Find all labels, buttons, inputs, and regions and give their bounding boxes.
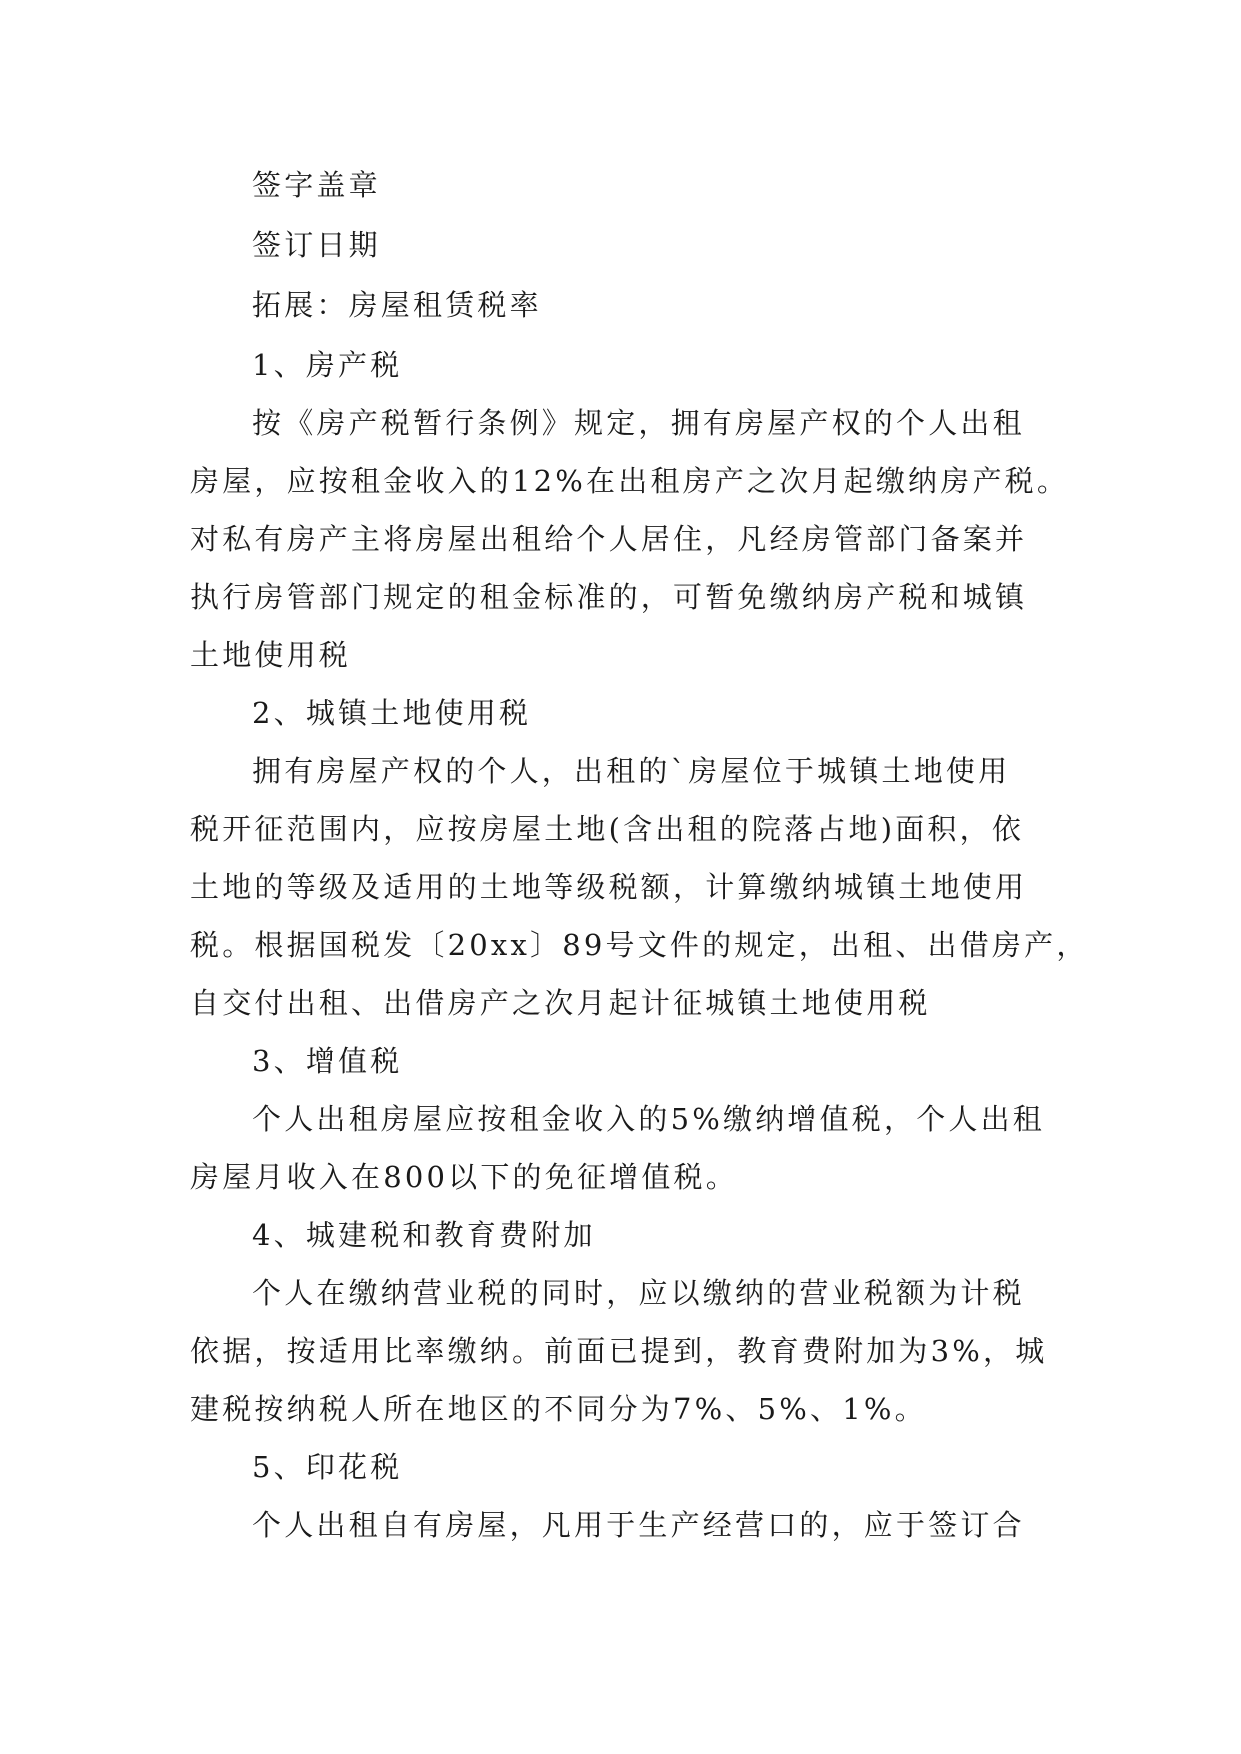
paragraph-line: 土地使用税 xyxy=(190,638,352,672)
paragraph-line: 执行房管部门规定的租金标准的，可暂免缴纳房产税和城镇 xyxy=(190,580,1028,614)
paragraph-line: 建税按纳税人所在地区的不同分为7%、5%、1%。 xyxy=(190,1392,927,1426)
section-heading-property-tax: 1、房产税 xyxy=(252,348,403,382)
section-heading-urban-construction-tax: 4、城建税和教育费附加 xyxy=(252,1218,596,1252)
paragraph-line: 房屋月收入在800以下的免征增值税。 xyxy=(190,1160,738,1194)
paragraph-line: 税开征范围内，应按房屋土地(含出租的院落占地)面积，依 xyxy=(190,812,1025,846)
paragraph-line: 房屋，应按租金收入的12%在出租房产之次月起缴纳房产税。 xyxy=(190,464,1070,498)
section-heading-stamp-tax: 5、印花税 xyxy=(252,1450,403,1484)
paragraph-line: 税。根据国税发〔20xx〕89号文件的规定，出租、出借房产， xyxy=(190,928,1089,962)
paragraph-line: 土地的等级及适用的土地等级税额，计算缴纳城镇土地使用 xyxy=(190,870,1028,904)
signing-date-line: 签订日期 xyxy=(252,228,381,262)
paragraph-line: 依据，按适用比率缴纳。前面已提到，教育费附加为3%，城 xyxy=(190,1334,1048,1368)
paragraph-line: 个人出租自有房屋，凡用于生产经营口的，应于签订合 xyxy=(252,1508,1025,1542)
section-heading-land-use-tax: 2、城镇土地使用税 xyxy=(252,696,532,730)
paragraph-line: 个人在缴纳营业税的同时，应以缴纳的营业税额为计税 xyxy=(252,1276,1025,1310)
paragraph-line: 拥有房屋产权的个人，出租的`房屋位于城镇土地使用 xyxy=(252,754,1011,788)
section-heading-vat: 3、增值税 xyxy=(252,1044,403,1078)
signature-stamp-line: 签字盖章 xyxy=(252,168,381,202)
paragraph-line: 自交付出租、出借房产之次月起计征城镇土地使用税 xyxy=(190,986,931,1020)
extension-heading: 拓展：房屋租赁税率 xyxy=(252,288,542,322)
paragraph-line: 按《房产税暂行条例》规定，拥有房屋产权的个人出租 xyxy=(252,406,1025,440)
paragraph-line: 对私有房产主将房屋出租给个人居住，凡经房管部门备案并 xyxy=(190,522,1028,556)
paragraph-line: 个人出租房屋应按租金收入的5%缴纳增值税，个人出租 xyxy=(252,1102,1046,1136)
